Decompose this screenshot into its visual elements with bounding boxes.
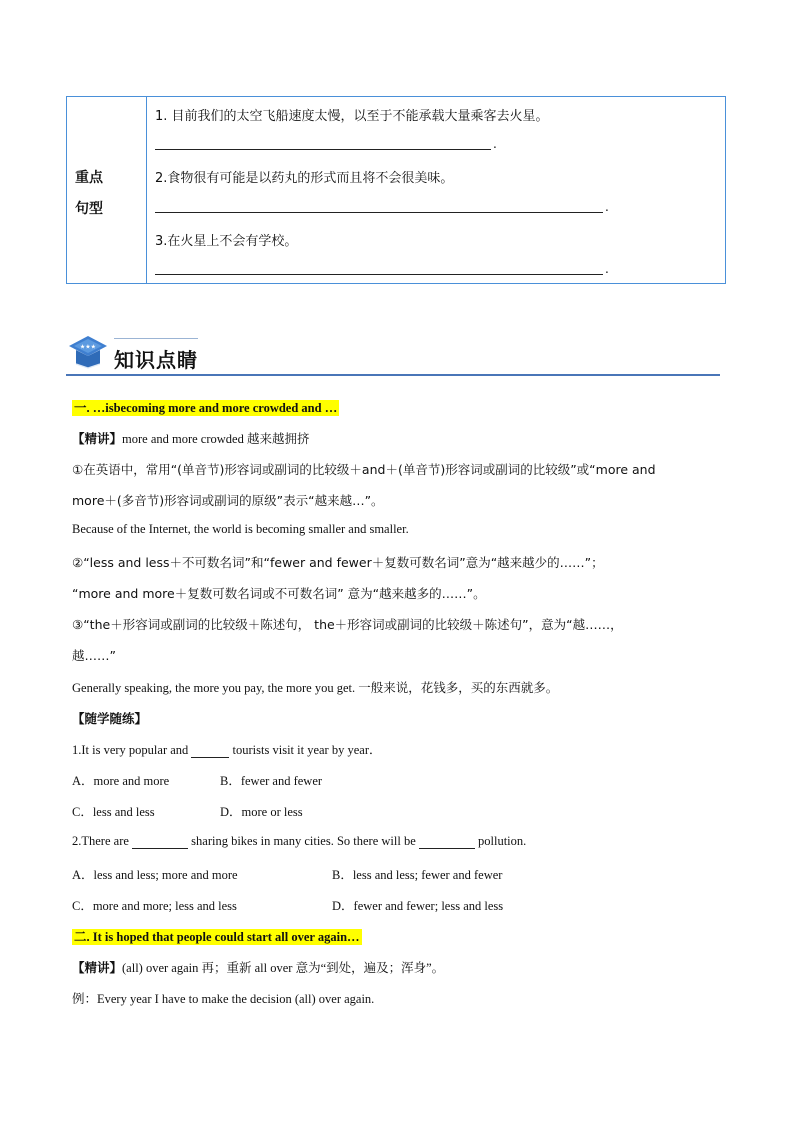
question-2-blank-1[interactable] [132,833,188,849]
explain-2 [72,958,444,976]
rule-2-line-2: “more and more＋复数可数名词或不可数名词” 意为“越来越多的……”。 [72,586,486,601]
q1-option-b[interactable]: B．fewer and fewer [220,774,323,788]
answer-blank-2[interactable] [155,212,603,213]
rule-2-line-1: ②“less and less＋不可数名词”和“fewer and fewer＋复数可数名词”意为“越来越少的……”； [72,555,604,570]
key-sentences-table [66,96,726,284]
question-1-part-a: 1.It is very popular and [72,743,192,757]
example-2: Generally speaking, the more you pay, the more you get. 一般来说，花钱多，买的东西就多。 [72,681,559,695]
rule-3-line-1: ③“the＋形容词或副词的比较级＋陈述句， the＋形容词或副词的比较级＋陈述句”，意为“越……， [72,617,623,632]
q2-option-d[interactable]: D．fewer and fewer; less and less [332,899,504,913]
blank-3-end: . [605,262,609,276]
rule-1-line-1: ①在英语中，常用“(单音节)形容词或副词的比较级＋and＋(单音节)形容词或副词的比较级”或“more and [72,462,656,477]
q2-option-a[interactable]: A．less and less; more and more [72,868,238,882]
question-1-blank[interactable] [191,742,229,758]
answer-blank-1[interactable] [155,149,491,150]
table-label-cell [67,97,147,283]
section-rule [66,374,720,376]
q2-option-c[interactable]: C．more and more; less and less [72,899,237,913]
question-2-part-b: sharing bikes in many cities. So there will be [188,834,419,848]
example-3: 例：Every year I have to make the decision (all) over again. [72,992,375,1006]
section-top-line [114,338,198,339]
question-1 [72,740,381,758]
explain-2-text: (all) over again 再；重新 all over 意为“到处，遍及；浑身”。 [122,961,445,975]
question-1-part-b: tourists visit it year by year． [229,743,382,757]
label-line-2: 句型 [75,201,103,217]
sentence-1: 1. 目前我们的太空飞船速度太慢，以至于不能承载大量乘客去火星。 [155,109,549,124]
svg-text:★★★: ★★★ [79,343,97,351]
practice-tag: 【随学随练】 [72,711,148,726]
q1-option-a[interactable]: A．more and more [72,774,170,788]
explain-2-tag: 【精讲】 [72,960,123,975]
question-2-part-a: 2.There are [72,834,133,848]
sentence-3: 3.在火星上不会有学校。 [155,234,298,249]
question-2-part-c: pollution. [474,834,527,848]
table-content-cell [147,97,725,283]
explain-1-text: more and more crowded 越来越拥挤 [122,432,310,446]
sentence-2: 2.食物很有可能是以药丸的形式而且将不会很美味。 [155,171,454,186]
table-label [75,163,103,225]
heading-1-text: 一. …isbecoming more and more crowded and … [74,401,338,415]
graduation-cap-icon [68,334,108,370]
heading-2 [72,927,362,945]
question-2-blank-2[interactable] [419,833,475,849]
label-line-1: 重点 [75,170,103,186]
explain-tag: 【精讲】 [72,431,123,446]
blank-2-end: . [605,200,609,214]
rule-3-line-2: 越……” [72,648,116,663]
q1-option-c[interactable]: C．less and less [72,805,155,819]
question-2 [72,833,526,849]
heading-2-text: 二. It is hoped that people could start all over again… [74,930,360,944]
section-title: 知识点睛 [114,348,198,372]
q1-option-d[interactable]: D．more or less [220,805,303,819]
heading-1 [72,398,339,416]
rule-1-line-2: more＋(多音节)形容词或副词的原级”表示“越来越…”。 [72,493,384,508]
section-header [66,330,722,378]
answer-blank-3[interactable] [155,274,603,275]
blank-1-end: . [493,137,497,151]
example-1: Because of the Internet, the world is becoming smaller and smaller. [72,522,409,536]
q2-option-b[interactable]: B．less and less; fewer and fewer [332,868,503,882]
explain-1 [72,429,309,447]
